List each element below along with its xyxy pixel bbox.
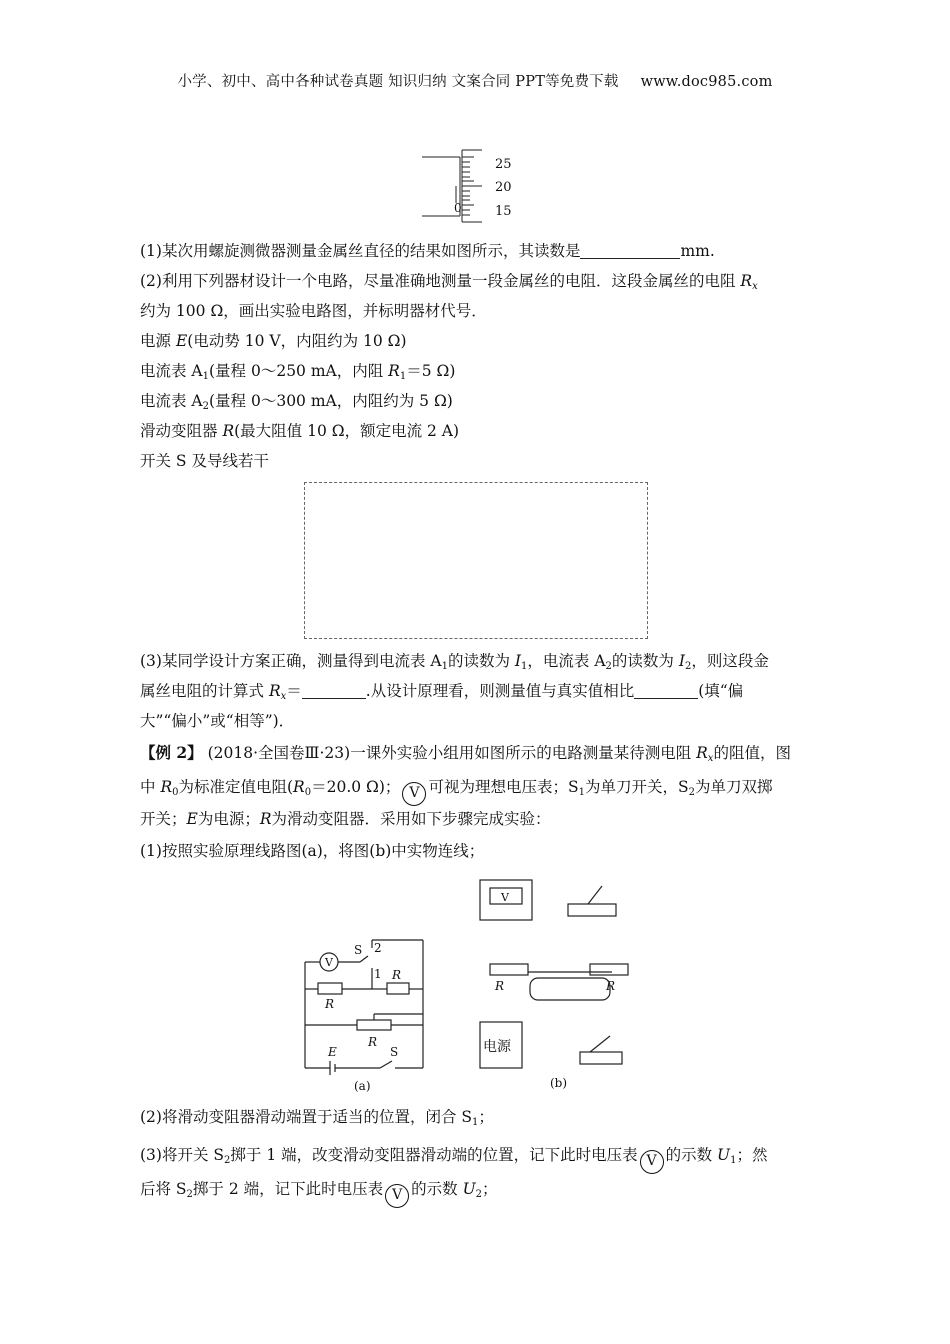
page-header [0,70,950,91]
micrometer-tick-15: 15 [495,204,512,219]
micrometer-zero: 0 [454,201,462,215]
q3-formula-blank[interactable] [302,682,366,699]
q2-rheostat: 滑动变阻器 R(最大阻值 10 Ω，额定电流 2 A) [140,422,460,440]
label-E: E [328,1045,337,1059]
label-V-meter: V [501,891,509,904]
ex2-step3-cont: 后将 $S_2$掷于 2 端，记下此时电压表 V 的示数 $U_2$； [140,1178,498,1208]
header-text: 小学、初中、高中各种试卷真题 知识归纳 文案合同 PPT等免费下载 [177,74,619,90]
ex2-line1: 【例 2】 (2018·全国卷Ⅲ·23)一课外实验小组用如图所示的电路测量某待测电阻 $R_x$的阻值，图 [140,743,791,764]
q1-answer-blank[interactable] [580,242,680,259]
ex2-line3: 开关；E为电源；R为滑动变阻器．采用如下步骤完成实验： [140,810,551,828]
micrometer-tick-25: 25 [495,157,512,172]
label-Rx: R [392,968,402,982]
q2-ammeter2: 电流表 $A_2$(量程 0～300 mA，内阻约为 5 Ω) [140,392,453,412]
label-2: 2 [374,941,382,955]
circuit-figure [290,872,670,1092]
label-b-Rx: R [606,979,616,993]
label-power: 电源 [483,1039,511,1055]
ex2-step3: (3)将开关 $S_2$掷于 1 端，改变滑动变阻器滑动端的位置，记下此时电压表 V 的示数 $U_1$；然 [140,1144,768,1174]
voltmeter-symbol: V [402,782,426,806]
ex2-step1: (1)按照实验原理线路图(a)，将图(b)中实物连线； [140,842,485,860]
label-S1: S [390,1045,399,1059]
label-1: 1 [374,967,382,981]
caption-b: (b) [550,1076,568,1090]
q3-line3: 大”“偏小”或“相等”)． [140,712,295,730]
label-V: V [325,956,333,969]
q3-line2: 属丝电阻的计算式 $R_x=$ .从设计原理看，则测量值与真实值相比 (填“偏 [140,682,744,702]
label-S2: S [354,943,363,957]
q2-ammeter1: 电流表 $A_1$(量程 0～250 mA，内阻 $R_1=5$ Ω) [140,362,456,382]
q3-compare-blank[interactable] [634,682,698,699]
q2-switch: 开关 S 及导线若干 [140,452,269,470]
q2-line1: (2)利用下列器材设计一个电路，尽量准确地测量一段金属丝的电阻．这段金属丝的电阻 $R_x$ [140,272,758,292]
header-site: www.doc985.com [640,74,773,90]
q3-line1: (3)某同学设计方案正确，测量得到电流表 $A_1$的读数为 $I_1$，电流表 $A_2$的读数为 $I_2$，则这段金 [140,652,769,672]
q2-line2: 约为 100 Ω，画出实验电路图，并标明器材代号． [140,302,487,320]
label-R0: R [325,997,335,1011]
micrometer-figure [420,148,530,224]
q2-source: 电源 E(电动势 10 V，内阻约为 10 Ω) [140,332,407,350]
ex2-line2: 中 $R_0$为标准定值电阻($R_0=20.0$ Ω)； V 可视为理想电压表；$S_1$为单刀开关，$S_2$为单刀双掷 [140,776,772,806]
caption-a: (a) [354,1079,371,1092]
answer-circuit-box[interactable] [304,482,648,639]
q1-line: (1)某次用螺旋测微器测量金属丝直径的结果如图所示，其读数是 mm. [140,242,715,260]
label-R: R [368,1035,378,1049]
micrometer-tick-20: 20 [495,180,512,195]
ex2-step2: (2)将滑动变阻器滑动端置于适当的位置，闭合 $S_1$； [140,1108,494,1128]
label-b-R0: R [495,979,505,993]
